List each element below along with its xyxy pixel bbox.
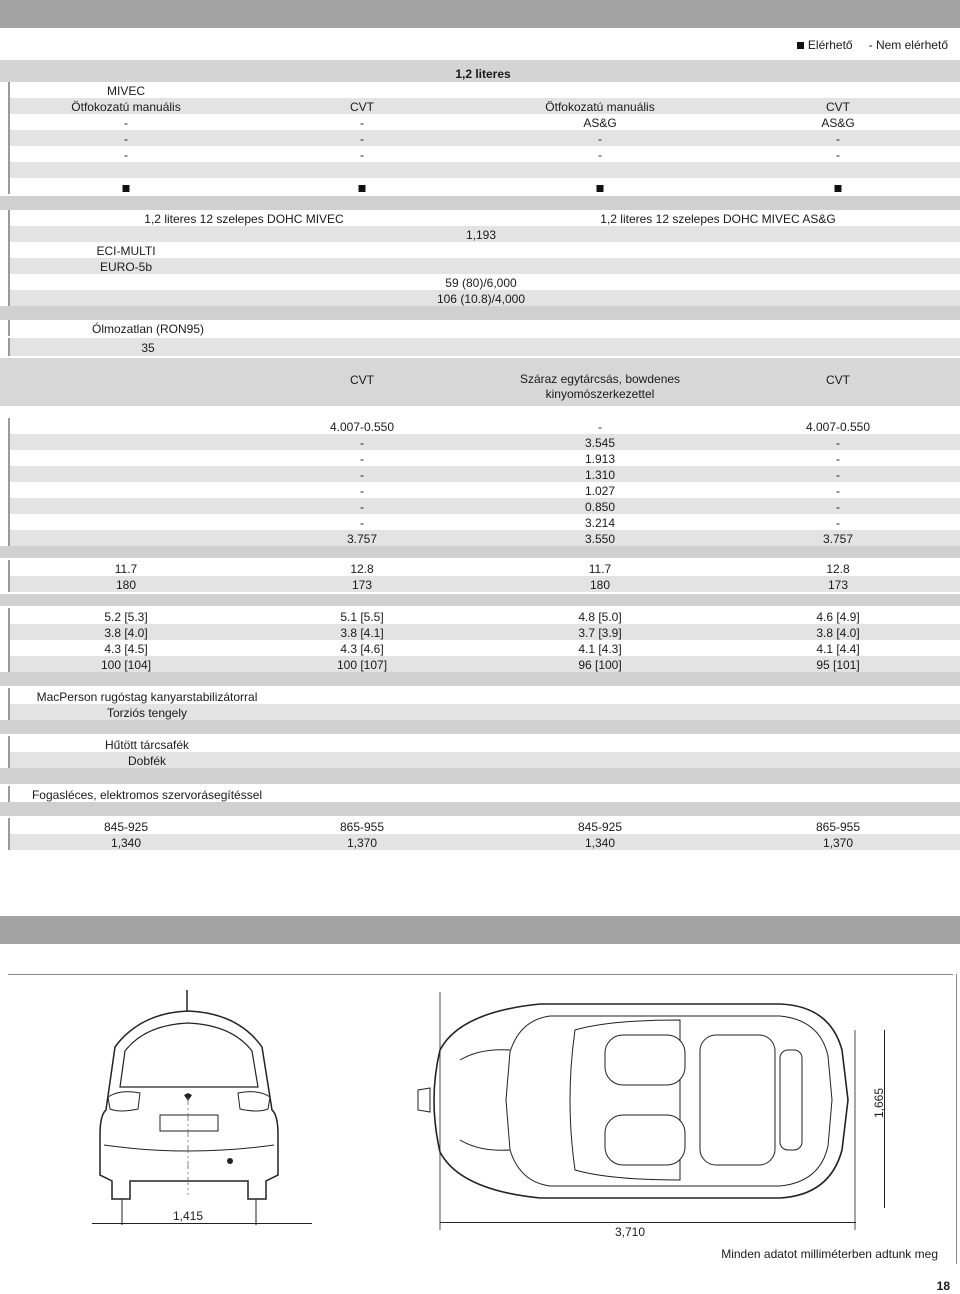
table-row — [8, 114, 960, 130]
weight-cell: 845-925 — [103, 820, 149, 834]
gear-ratio-cell: - — [360, 500, 364, 514]
gear-ratio-cell: 1.310 — [584, 468, 616, 482]
performance-cell: 11.7 — [588, 562, 612, 576]
section-title: 1,2 literes — [455, 67, 511, 81]
consumption-cell: 3.7 [3.9] — [578, 626, 622, 640]
availability-mark — [835, 180, 842, 196]
table-row — [8, 834, 960, 850]
consumption-cell: 100 [107] — [336, 658, 388, 672]
table-cell: - — [836, 132, 840, 146]
injection: ECI-MULTI — [96, 244, 156, 258]
consumption-cell: 96 [100] — [578, 658, 622, 672]
gear-ratio-cell: - — [836, 484, 840, 498]
weight-cell: 865-955 — [815, 820, 861, 834]
weight-cell: 1,340 — [110, 836, 142, 850]
consumption-cell: 3.8 [4.0] — [816, 626, 860, 640]
section-band — [0, 672, 960, 686]
weight-cell: 1,340 — [584, 836, 616, 850]
max-torque: 106 (10.8)/4,000 — [436, 292, 526, 306]
table-row — [8, 162, 960, 178]
gear-ratio-cell: - — [598, 420, 602, 434]
legend-not-available: - Nem elérhető — [868, 38, 948, 52]
table-cell: - — [124, 132, 128, 146]
table-cell: AS&G — [583, 116, 617, 130]
front-suspension: MacPerson rugóstag kanyarstabilizátorral — [36, 690, 258, 704]
table-row — [8, 498, 960, 514]
table-cell: - — [360, 132, 364, 146]
max-power: 59 (80)/6,000 — [445, 276, 517, 290]
engine-name: 1,2 literes 12 szelepes DOHC MIVEC — [144, 212, 344, 226]
availability-mark — [597, 180, 604, 196]
table-row — [8, 530, 960, 546]
table-cell: MIVEC — [106, 84, 146, 98]
gear-ratio-cell: 1.913 — [584, 452, 616, 466]
gear-ratio-cell: - — [360, 484, 364, 498]
units-footnote: Minden adatot milliméterben adtunk meg — [721, 1247, 938, 1261]
dimensions-header-bar — [0, 916, 960, 944]
weight-cell: 1,370 — [822, 836, 854, 850]
filled-square-icon — [797, 42, 804, 49]
car-rear-view-drawing — [80, 985, 310, 1225]
tank-capacity: 35 — [141, 341, 155, 355]
table-cell: CVT — [826, 100, 850, 114]
consumption-cell: 5.1 [5.5] — [340, 610, 384, 624]
weight-cell: 865-955 — [339, 820, 385, 834]
availability-mark — [123, 180, 130, 196]
rear-brake: Dobfék — [127, 754, 167, 768]
table-row — [8, 450, 960, 466]
table-row — [8, 178, 960, 194]
gear-ratio-cell: - — [836, 500, 840, 514]
table-row — [8, 466, 960, 482]
table-row — [8, 482, 960, 498]
performance-cell: 12.8 — [826, 562, 850, 576]
drawing-frame-edge — [956, 974, 957, 1264]
gear-ratio-cell: 3.757 — [346, 532, 378, 546]
performance-cell: 180 — [115, 578, 137, 592]
gear-ratio-cell: - — [360, 436, 364, 450]
table-cell: - — [360, 116, 364, 130]
weight-cell: 1,370 — [346, 836, 378, 850]
gear-ratio-cell: - — [836, 516, 840, 530]
gear-ratio-cell: 1.027 — [584, 484, 616, 498]
gear-ratio-cell: - — [836, 468, 840, 482]
consumption-cell: 4.8 [5.0] — [578, 610, 622, 624]
gear-ratio-cell: 0.850 — [584, 500, 616, 514]
table-cell: Ötfokozatú manuális — [545, 100, 655, 114]
consumption-cell: 4.1 [4.3] — [578, 642, 622, 656]
section-band — [0, 768, 960, 784]
table-row — [8, 130, 960, 146]
consumption-cell: 3.8 [4.0] — [104, 626, 148, 640]
car-top-view-drawing — [400, 990, 900, 1230]
gear-ratio-cell: - — [360, 516, 364, 530]
drawing-frame — [8, 974, 953, 975]
height-dimension-line — [884, 1030, 885, 1208]
length-dimension-line — [440, 1222, 856, 1223]
engine-name-asg: 1,2 literes 12 szelepes DOHC MIVEC AS&G — [600, 212, 836, 226]
consumption-cell: 4.6 [4.9] — [816, 610, 860, 624]
table-row — [8, 434, 960, 450]
table-cell: - — [836, 148, 840, 162]
table-cell: - — [360, 148, 364, 162]
section-band — [0, 546, 960, 558]
legend-available: Elérhető — [797, 38, 853, 52]
table-cell: - — [598, 132, 602, 146]
displacement: 1,193 — [465, 228, 497, 242]
performance-cell: 173 — [827, 578, 849, 592]
table-row — [8, 576, 960, 592]
table-cell: CVT — [350, 100, 374, 114]
front-brake: Hűtött tárcsafék — [104, 738, 190, 752]
transmission-cvt: CVT — [350, 373, 374, 387]
table-row — [8, 560, 960, 576]
gear-ratio-cell: - — [836, 452, 840, 466]
rear-suspension: Torziós tengely — [106, 706, 188, 720]
table-row — [8, 514, 960, 530]
consumption-cell: 4.1 [4.4] — [816, 642, 860, 656]
gear-ratio-cell: 4.007-0.550 — [805, 420, 871, 434]
performance-cell: 12.8 — [350, 562, 374, 576]
table-row — [8, 82, 960, 98]
consumption-cell: 95 [101] — [816, 658, 860, 672]
gear-ratio-cell: 3.545 — [584, 436, 616, 450]
steering: Fogasléces, elektromos szervorásegítéssel — [31, 788, 263, 802]
dimension-height: 1,665 — [872, 1087, 887, 1119]
section-band — [0, 306, 960, 320]
transmission-band — [0, 358, 960, 406]
gear-ratio-cell: 4.007-0.550 — [329, 420, 395, 434]
emission: EURO-5b — [99, 260, 153, 274]
dimension-length: 3,710 — [614, 1225, 646, 1239]
gear-ratio-cell: - — [360, 468, 364, 482]
gear-ratio-cell: 3.214 — [584, 516, 616, 530]
performance-cell: 173 — [351, 578, 373, 592]
consumption-cell: 4.3 [4.6] — [340, 642, 384, 656]
consumption-cell: 100 [104] — [100, 658, 152, 672]
performance-cell: 11.7 — [114, 562, 138, 576]
table-cell: AS&G — [821, 116, 855, 130]
table-cell: Ötfokozatú manuális — [71, 100, 181, 114]
table-cell: - — [124, 148, 128, 162]
clutch-type: Száraz egytárcsás, bowdenes kinyomószerkezettel — [519, 372, 681, 401]
consumption-cell: 5.2 [5.3] — [104, 610, 148, 624]
section-band — [0, 802, 960, 816]
section-band — [0, 594, 960, 606]
table-cell: - — [124, 116, 128, 130]
availability-mark — [359, 180, 366, 196]
dimension-width: 1,415 — [172, 1209, 204, 1223]
section-band — [0, 196, 960, 210]
gear-ratio-cell: 3.757 — [822, 532, 854, 546]
consumption-cell: 4.3 [4.5] — [104, 642, 148, 656]
gear-ratio-cell: - — [836, 436, 840, 450]
weight-cell: 845-925 — [577, 820, 623, 834]
table-row — [8, 146, 960, 162]
page-number: 18 — [936, 1279, 950, 1293]
performance-cell: 180 — [589, 578, 611, 592]
gear-ratio-cell: 3.550 — [584, 532, 616, 546]
gear-ratio-cell: - — [360, 452, 364, 466]
fuel-type: Ólmozatlan (RON95) — [91, 322, 205, 336]
transmission-cvt-asg: CVT — [826, 373, 850, 387]
top-header-bar — [0, 0, 960, 28]
section-band — [0, 720, 960, 734]
legend — [797, 38, 948, 52]
table-cell: - — [598, 148, 602, 162]
consumption-cell: 3.8 [4.1] — [340, 626, 384, 640]
